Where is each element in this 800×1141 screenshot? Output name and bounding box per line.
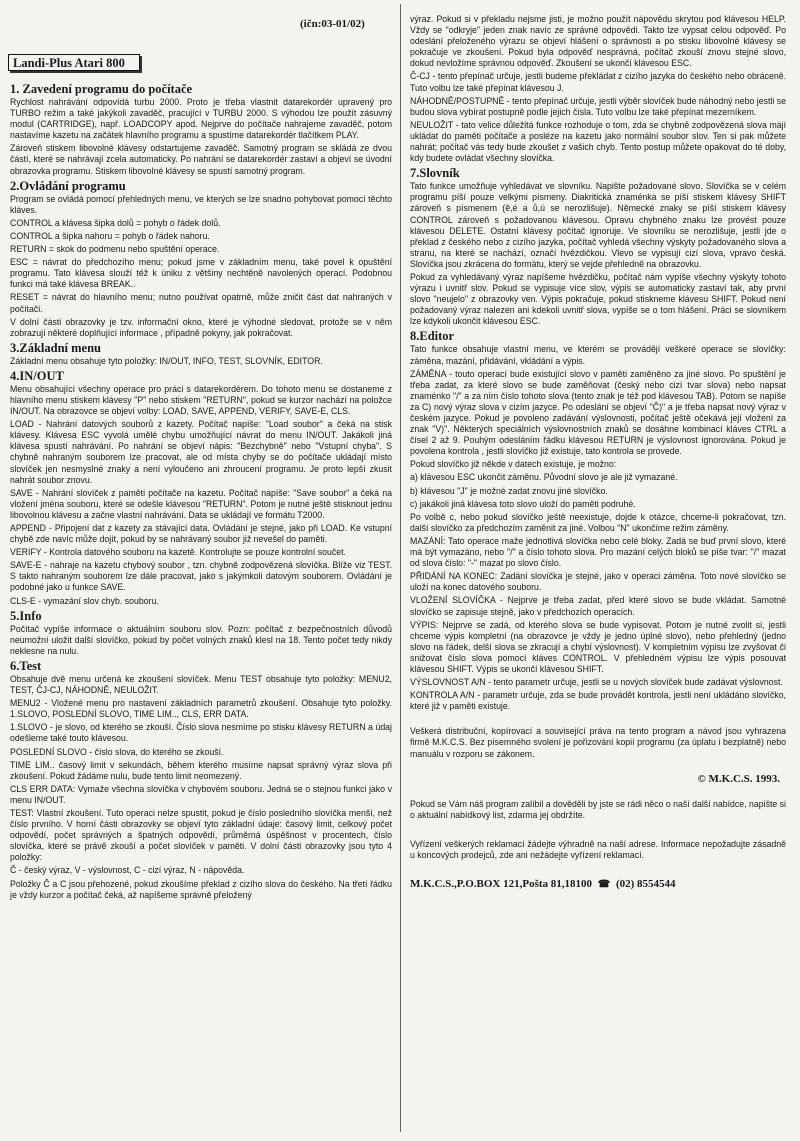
paragraph: CLS ERR DATA: Vymaže všechna slovíčka v chybovém souboru. Jedná se o stejnou funkci jako v menu IN/OUT. [10, 783, 392, 805]
section [410, 167, 786, 327]
paragraph: Pokud slovíčko již někde v datech existuje, je možno: [410, 459, 617, 470]
paragraph: SAVE-E - nahraje na kazetu chybový soubor , tzn. chybně zodpovězená slovíčka. Blíže viz TEST. S takto nahraným souborem lze dále pracovat, jako s jakýmkoli datovým souborem. Ovládání je podobné jako u funkce SAVE. [10, 560, 392, 593]
paragraph: 1.SLOVO - je slovo, od kterého se zkouší. Číslo slova nesmíme po stisku klávesy RETURN a údaj odešleme také touto klávesou. [10, 722, 392, 744]
closing-complaints: Vyřízení veškerých reklamací žádejte výhradně na naší adrese. Informace nepožadujte zásadně u koncových prodejců, zde ani nežádejte vyřízení reklamací. [410, 838, 786, 860]
section [10, 660, 392, 901]
address-text: M.K.C.S.,P.O.BOX 121,Pošta 81,18100 [410, 878, 593, 891]
paragraph: RESET = návrat do hlavního menu; nutno používat opatrně, může zničit část dat nahraných v počítači. [10, 292, 392, 314]
section-heading: 2.Ovládání programu [10, 178, 126, 193]
left-column-content [10, 80, 392, 903]
paragraph: Počítač vypíše informace o aktuálním souboru slov. Pozn: počítač z bezpečnostních důvodů neumožní uložit další slovíčko, pokud by počet volných znaků klesl na 18. Tento počet tedy nikdy neklesne na nulu. [10, 623, 392, 656]
paragraph: Č-CJ - tento přepínač určuje, jestli budeme překládat z cizího jazyka do českého nebo obráceně. Tuto volbu lze také přepínat klávesou J. [410, 71, 786, 93]
paragraph: Položky Č a C jsou přehozené, pokud zkoušíme překlad z cizího slova do českého. Na třetí řádku je vždy kurzor a počítač čeká, až napíšeme správně přeložený [10, 878, 392, 900]
section [10, 610, 392, 657]
paragraph: Č - český výraz, V - výslovnost, C - cizí výraz, N - nápověda. [10, 865, 245, 876]
paragraph: NEULOŽIT - tato velice důležitá funkce rozhoduje o tom, zda se chybně zodpovězená slova mají ukládat do paměti počítače a posléze na kazetu jako normální soubor slov. Ten si pak můžete nahrát; počítač vás tedy bude zkoušet z vašich chyb. Tento postup můžete opakovat do té doby, kdy budete ovládat všechny slovíčka. [410, 119, 786, 164]
section-heading: 6.Test [10, 658, 42, 673]
paragraph: KONTROLA A/N - parametr určuje, zda se bude provádět kontrola, jestli není ukládáno slovíčko, které již v paměti existuje. [410, 690, 786, 712]
section [10, 342, 392, 367]
section-heading: 3.Základní menu [10, 340, 102, 355]
paragraph: Program se ovládá pomocí přehledných menu, ve kterých se lze snadno pohybovat pomocí těchto kláves. [10, 193, 392, 215]
section-heading: 8.Editor [410, 329, 455, 344]
paragraph: Pokud za vyhledávaný výraz napíšeme hvězdičku, počítač nám vypíše všechny výskyty tohoto výrazu i uvnitř slov. Pokud se vypisuje více slov, výpis se automaticky zastaví tak, aby první slovo "neujelo" z obrazovky ven. Výpis pokračuje, pokud stiskneme klávesu SHIFT. Pokud není požadovaný výraz nalezen ani kdekoli uvnitř slova, vypíše se o tom hlášení. Práci se slovníkem lze kdykoli ukončit klávesou ESC. [410, 271, 786, 327]
paragraph: MENU2 - Vložené menu pro nastavení základních parametrů zkoušení. Obsahuje tyto položky. 1.SLOVO, POSLEDNÍ SLOVO, TIME LIM.., CLS, ERR DATA. [10, 698, 392, 720]
paragraph: Tato funkce obsahuje vlastní menu, ve kterém se provádějí veškeré operace se slovíčky: záměna, mazání, přidávání, vkládání a výpis. [410, 344, 786, 366]
paragraph: VLOŽENÍ SLOVÍČKA - Nejprve je třeba zadat, před které slovo se bude vkládat. Samotné slovíčko se zapisuje stejně, jako v předchozích operacích. [410, 595, 786, 617]
paragraph: Menu obsahující všechny operace pro práci s datarekordérem. Do tohoto menu se dostaneme z hlavního menu stiskem klávesy "P" nebo stiskem "RETURN", pokud se kurzor nachází na položce IN/OUT. Na obrazovce se objeví volby: LOAD, SAVE, APPEND, VERIFY, SAVE-E, CLS. [10, 383, 392, 417]
right-column [410, 14, 786, 1141]
section-heading: 5.Info [10, 608, 42, 623]
paragraph: c) jakákoli jiná klávesa toto slovo uloží do paměti podruhé. [410, 498, 636, 509]
phone-number: (02) 8554544 [615, 878, 676, 891]
paragraph: Obsahuje dvě menu určená ke zkoušení slovíček. Menu TEST obsahuje tyto položky: MENU2, TEST, ČJ-CJ, NÁHODNĚ, NEULOŽIT. [10, 673, 392, 696]
paragraph: APPEND - Připojení dat z kazety za stávající data. Ovládání je stejné, jako při LOAD. Ke vstupní chybě zde navíc může dojít, pokud by se nahrávaný soubor již nevešel do paměti. [10, 523, 392, 545]
paragraph: POSLEDNÍ SLOVO - číslo slova, do kterého se zkouší. [10, 746, 224, 757]
paragraph: V dolní části obrazovky je tzv. informační okno, které je výhodné sledovat, protože se v něm zobrazují některé doplňující informace , případně pokyny, jak pokračovat. [10, 316, 392, 338]
section-heading: 7.Slovník [410, 166, 460, 181]
paragraph: a) klávesou ESC ukončit záměnu. Původní slovo je ale již vymazané. [410, 472, 678, 483]
section [410, 14, 786, 164]
paragraph: LOAD - Nahrání datových souborů z kazety. Počítač napíše: "Load soubor" a čeká na stisk klávesy. Klávesa ESC vyvolá umělé chybu umožňující návrat do menu IN/OUT. Jakákoli jiná klávesa spustí nahrávání. Po nahrání se objeví nápis: "Bezchybně" nebo "Vstupní chyba". S chybně nahraným souborem lze pracovat, ale od místa chyby se do počítače ukládají místo slovíček jen nesmyslné znaky a není vyloučeno ani zhroucení programu. Je proto lepší zkusit nahrát soubor znovu. [10, 419, 392, 485]
paragraph: CONTROL a šipka nahoru = pohyb o řádek nahoru. [10, 230, 210, 241]
section [10, 370, 392, 607]
telephone-icon: ☎ [597, 879, 611, 891]
right-column-content [410, 14, 786, 890]
paragraph: CLS-E - vymazání slov chyb. souboru. [10, 595, 159, 606]
paragraph: TIME LIM.. časový limit v sekundách, během kterého musíme napsat správný výraz slova při zkoušení. Pokud žádáme nulu, bude tento limit neomezený. [10, 759, 392, 781]
right-sections [410, 14, 786, 712]
paragraph: VÝPIS: Nejprve se zadá, od kterého slova se bude vypisovat. Potom je nutné zvolit si, jestli chceme výpis kompletní (na obrazovce je vždy je jedno úplné slovo), nebo přehledný (jedno slovo na řádek, delší slova se zkracují a chybí výslovnost). V kompletním výpisu lze zvyšovat či snižovat číslo slova pomocí kláves CONTROL. V přehledném výpisu lze výpis posouvat klávesou SHIFT. Výpis se ukončí klávesou SHIFT. [410, 619, 786, 674]
paragraph: Po volbě c, nebo pokud slovíčko ještě neexistuje, dojde k otázce, chceme-li pokračovat, tzn. další slovíčko za předchozím zaměnit za jiné. Volbou "N" ukončíme režim záměny. [410, 511, 786, 533]
paragraph: b) klávesou "J" je možné zadat znovu jiné slovíčko. [410, 485, 608, 496]
paragraph: NÁHODNĚ/POSTUPNĚ - tento přepínač určuje, jestli výběr slovíček bude náhodný nebo jestli se budou slova vybírat postupně podle jejich čísla. Tuto volbu lze také přepínat mezerníkem. [410, 95, 786, 117]
section-heading: 1. Zavedení programu do počítače [10, 82, 193, 96]
left-column [10, 0, 392, 1141]
paragraph: VERIFY - Kontrola datového souboru na kazetě. Kontrolujte se pouze kontrolní součet. [10, 547, 346, 558]
legal-text: Veškerá distribuční, kopírovací a související práva na tento program a návod jsou vyhrazena firmě M.K.C.S. Bez písemného svolení je pořizování kopií programu (za úplatu i bezplatně) nebo manuálu v rozporu se zákonem. [410, 726, 786, 759]
section [10, 83, 392, 177]
document-code: (ičn:03-01/02) [300, 18, 365, 30]
closing-offer: Pokud se Vám náš program zalíbil a dověděli by jste se rádi něco o naší další nabídce, napište si o aktuální nabídkový list, zdarma jej obdržíte. [410, 798, 786, 820]
paragraph: SAVE - Nahrání slovíček z paměti počítače na kazetu. Počítač napíše: "Save soubor" a čeká na vložení jména souboru, které se odešle klávesou "RETURN". Potom je nutné ještě stisknout jednu libovolnou klávesu a začne vlastní nahrávání. Data se ukládají ve formátu T2000. [10, 487, 392, 520]
paragraph: TEST: Vlastní zkoušení. Tuto operaci nelze spustit, pokud je číslo posledního slovíčka menší, než číslo prvního. V horní části obrazovky se objeví tyto základní údaje: časový limit, celkový počet odpovědí, počet správných a špatných odpovědí, průměrná úspěšnost v procentech, číslo slovíčka, které se právě zkouší a počet slovíček v paměti. V dolní části obrazovky jsou tyto 4 položky: [10, 807, 392, 863]
section [410, 330, 786, 712]
paragraph: Tato funkce umožňuje vyhledávat ve slovníku. Napište požadované slovo. Slovíčka se v celém programu píší pouze velkými písmeny. Diakritická znaménka se píší stiskem klávesy SHIFT zároveň s písmenem (ě,é a ů,ú se nerozlišuje). Německé znaky se píší stiskem klávesy CONTROL zároveň s požadovanou klávesou. Opravu chybného znaku lze provést pouze klávesou DELETE. Ostatní klávesy počítač ignoruje. Ve slovníku se nerozlišuje, jestli jde o překlad z českého nebo z cizího jazyka, počítač vyhledá všechny výskyty požadovaného slova a stranu, na které se nachází, označí hvězdičkou. Vlevo se vypisují cizí slova, vpravo česká. Slovíčka jsou zkrácena do formátu, který se vejde přehledně na obrazovku. [410, 181, 786, 269]
section-heading: 4.IN/OUT [10, 368, 64, 383]
contact-address [410, 879, 786, 890]
paragraph: ZÁMĚNA - touto operací bude existující slovo v paměti zaměněno za jiné slovo. Po spuštění je třeba zadat, za které slovo se bude zaměňovat (český nebo cizí tvar slova) nebo napsat znaménko "/" a za ním číslo tohoto slova (tento znak je též pod klávesou TAB). Potom se napíše za C) nový výraz slova v cizím jazyce. Po odeslání se objeví "Č)" a je třeba napsat nový výraz v českém jazyce. Pokud je povoleno zadávání výslovnosti, počítač ještě očekává její vložení za znak "V)". Některých speciálních výslovnostních znaků se dosáhne kombinací kláves CTRL a čísel 2 až 9. Pouhým odesláním řádku klávesou RETURN je výslovnost ignorována. Pokud je povolena kontrola , jestli slovíčko již existuje, tato kontrola se provede. [410, 368, 786, 457]
paragraph: výraz. Pokud si v překladu nejsme jisti, je možno použít nápovědu skrytou pod klávesou HELP. Vždy se "odkryje" jeden znak navíc ze správné odpovědi. Takto lze vypsat celou odpověď. Po odeslání přeloženého výrazu se objeví hlášení o správnosti a po stisku libovolné klávesy se pokračuje ve zkoušení. Pokud byla odpověď nesprávná, počítač zkouší znovu stejné slovo, dokud nevložíme správnou odpověď. Zkoušení se ukončí klávesou ESC. [410, 14, 786, 69]
legal-notice [410, 726, 786, 759]
closing-notes [410, 799, 786, 861]
paragraph: Zároveň stiskem libovolné klávesy odstartujeme zavaděč. Samotný program se skládá ze dvou částí, které se nahrávají zcela automaticky. Po nahrání se datarekordér zastaví a objeví se úvodní obrazovka programu. Stiskem libovolné klávesy se spustí samotný program. [10, 143, 392, 176]
document-title: Landi-Plus Atari 800 [8, 54, 140, 71]
paragraph: VÝSLOVNOST A/N - tento parametr určuje, jestli se u nových slovíček bude zadávat výslovnost. [410, 677, 783, 688]
paragraph: Rychlost nahrávání odpovídá turbu 2000. Proto je třeba vlastnit datarekordér upravený pro TURBO režim a také jakýkoli zavaděč, pracující v TURBU 2000. S výhodou lze použít zásuvný modul (CARTRIDGE), např. LOADCOPY apod. Nejprve do počítače nahrajeme zavaděč, potom nastavíme kazetu na začátek hlavního programu a spustíme datarekordér tlačítkem PLAY. [10, 97, 392, 141]
section [10, 180, 392, 339]
paragraph: RETURN = skok do podmenu nebo spuštění operace. [10, 244, 220, 255]
paragraph: MAZÁNÍ: Tato operace maže jednotlivá slovíčka nebo celé bloky. Zadá se buď první slovo, které má být vymazáno, nebo "/" a číslo tohoto slova. Pro mazání celých bloků se píše tvar: "/" mazat od slova číslo: "-" mazat po slovo číslo. [410, 535, 786, 569]
paragraph: PŘIDÁNÍ NA KONEC: Zadání slovíčka je stejné, jako v operaci záměna. Toto nové slovíčko se uloží na konec datového souboru. [410, 571, 786, 593]
paragraph: CONTROL a klávesa šipka dolů = pohyb o řádek dolů. [10, 217, 221, 228]
paragraph: ESC = návrat do předchozího menu; pokud jsme v základním menu, také povel k opuštění programu. Tato klávesa slouží též k úniku z většiny nechtěně navolených operací. Podobnou funkci má také klávesa BREAK.. [10, 257, 392, 290]
copyright: © M.K.C.S. 1993. [697, 772, 780, 785]
column-divider [400, 4, 401, 1132]
paragraph: Základní menu obsahuje tyto položky: IN/OUT, INFO, TEST, SLOVNÍK, EDITOR. [10, 355, 323, 366]
